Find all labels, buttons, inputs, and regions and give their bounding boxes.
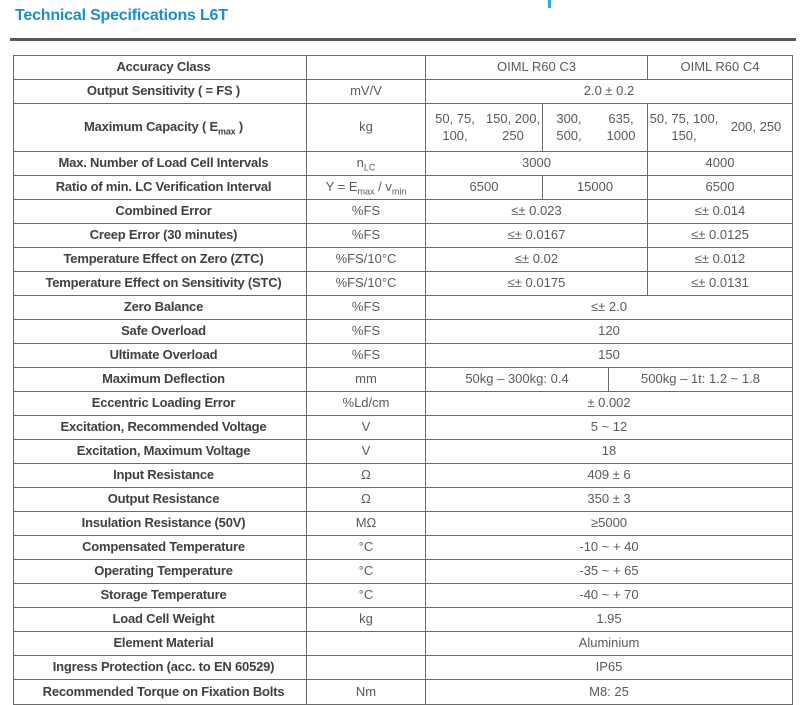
spec-row [14,320,792,344]
spec-value-cell: 6500 [426,176,543,199]
spec-label-cell: Compensated Temperature [14,536,307,559]
spec-value-cell: 3000 [426,152,648,175]
spec-label-cell: Creep Error (30 minutes) [14,224,307,247]
spec-value-cell: -40 ~ + 70 [579,587,639,603]
spec-value-cell: ≤± 0.023 [426,200,648,223]
spec-value-cell: ≤± 0.0167 [426,224,648,247]
spec-unit-cell: mV/V [307,80,426,103]
spec-row [14,152,792,176]
cropped-content-artifact [548,0,551,8]
spec-row [14,440,792,464]
spec-unit-cell: Ω [307,488,426,511]
spec-value-cell: ≤± 0.02 [426,248,648,271]
spec-row [14,272,792,296]
spec-row [14,56,792,80]
spec-value-cell: Aluminium [578,635,640,651]
spec-unit-cell: %FS [307,296,426,319]
spec-value-cell: ≤± 0.014 [694,203,746,219]
spec-unit-cell: Nm [307,680,426,704]
technical-specifications-table [13,55,793,705]
spec-row [14,680,792,704]
spec-row [14,344,792,368]
spec-row [14,608,792,632]
spec-value-cell: 50, 75, 100, 150, 200, 250 [649,111,782,143]
spec-label-cell: Temperature Effect on Zero (ZTC) [14,248,307,271]
spec-value-cell: -35 ~ + 65 [579,563,639,579]
spec-unit-cell [307,656,426,679]
spec-value-cell: OIML R60 C4 [680,59,760,75]
spec-unit-cell: V [307,416,426,439]
spec-label-cell: Load Cell Weight [14,608,307,631]
spec-label-cell: Maximum Deflection [14,368,307,391]
spec-row [14,224,792,248]
spec-label-cell: Ingress Protection (acc. to EN 60529) [14,656,307,679]
spec-value-cell: 1.95 [596,611,622,627]
spec-row [14,80,792,104]
spec-label-cell: Excitation, Recommended Voltage [14,416,307,439]
spec-row [14,368,792,392]
spec-value-cell: M8: 25 [589,683,629,699]
spec-row [14,560,792,584]
spec-unit-cell: V [307,440,426,463]
spec-value-cell: 150 [598,347,620,363]
spec-value-cell: 50, 75, 100, 150, 200, 250 [426,104,543,151]
spec-value-cell: ± 0.002 [587,395,631,411]
spec-unit-cell: °C [307,536,426,559]
spec-unit-cell: %FS [307,224,426,247]
spec-row [14,248,792,272]
spec-label-cell: Ratio of min. LC Verification Interval [14,176,307,199]
spec-value-cell: ≤± 2.0 [591,299,627,315]
spec-label-cell: Ultimate Overload [14,344,307,367]
spec-unit-cell: $Y = E_{max} / v_{min}$ [307,176,426,199]
page-title: Technical Specifications L6T [15,7,228,24]
spec-row [14,392,792,416]
spec-row [14,200,792,224]
spec-label-cell: Storage Temperature [14,584,307,607]
spec-value-cell: 4000 [705,155,735,171]
spec-value-cell: ≤± 0.0131 [691,275,749,291]
spec-label-cell: Recommended Torque on Fixation Bolts [14,680,307,704]
spec-row [14,296,792,320]
spec-label-cell: Accuracy Class [14,56,307,79]
spec-unit-cell: %FS/10°C [307,272,426,295]
spec-label-cell: Insulation Resistance (50V) [14,512,307,535]
spec-row [14,536,792,560]
spec-value-cell: 500kg – 1t: 1.2 ~ 1.8 [641,371,760,387]
spec-value-cell: 2.0 ± 0.2 [583,83,635,99]
spec-unit-cell: °C [307,584,426,607]
spec-unit-cell: %FS [307,200,426,223]
spec-label-cell: Element Material [14,632,307,655]
spec-row [14,512,792,536]
spec-row [14,416,792,440]
spec-label-cell: Safe Overload [14,320,307,343]
spec-value-cell: ≥5000 [590,515,628,531]
spec-unit-cell: Ω [307,464,426,487]
spec-row [14,176,792,200]
spec-row [14,584,792,608]
spec-value-cell: 350 ± 3 [587,491,631,507]
spec-label-cell: Temperature Effect on Sensitivity (STC) [14,272,307,295]
spec-row [14,104,792,152]
spec-value-cell: 5 ~ 12 [590,419,628,435]
spec-value-cell: ≤± 0.0175 [426,272,648,295]
spec-unit-cell: °C [307,560,426,583]
spec-value-cell: OIML R60 C3 [426,56,648,79]
spec-value-cell: 6500 [705,179,735,195]
spec-value-cell: ≤± 0.012 [694,251,746,267]
spec-label-cell: Max. Number of Load Cell Intervals [14,152,307,175]
spec-label-cell: Zero Balance [14,296,307,319]
spec-label-cell: Maximum Capacity ( $E_{max}$ ) [14,104,307,151]
spec-value-cell: 120 [598,323,620,339]
title-divider [10,38,796,41]
spec-label-cell: Combined Error [14,200,307,223]
spec-unit-cell: kg [307,608,426,631]
spec-value-cell: IP65 [595,659,623,675]
spec-row [14,632,792,656]
spec-label-cell: Output Sensitivity ( = FS ) [14,80,307,103]
spec-unit-cell [307,632,426,655]
spec-unit-cell [307,56,426,79]
spec-label-cell: Eccentric Loading Error [14,392,307,415]
spec-unit-cell: mm [307,368,426,391]
spec-value-cell: 18 [601,443,617,459]
spec-label-cell: Output Resistance [14,488,307,511]
spec-row [14,656,792,680]
spec-unit-cell: %Ld/cm [307,392,426,415]
spec-unit-cell: kg [307,104,426,151]
spec-value-cell: 409 ± 6 [587,467,631,483]
spec-row [14,488,792,512]
spec-label-cell: Excitation, Maximum Voltage [14,440,307,463]
spec-label-cell: Input Resistance [14,464,307,487]
spec-value-cell: 15000 [543,176,648,199]
spec-unit-cell: %FS [307,344,426,367]
spec-unit-cell: %FS [307,320,426,343]
spec-value-cell: ≤± 0.0125 [691,227,749,243]
spec-unit-cell: MΩ [307,512,426,535]
spec-row [14,464,792,488]
spec-value-cell: -10 ~ + 40 [579,539,639,555]
spec-value-cell: 50kg – 300kg: 0.4 [426,368,609,391]
spec-unit-cell: %FS/10°C [307,248,426,271]
spec-label-cell: Operating Temperature [14,560,307,583]
spec-unit-cell: $n_{LC}$ [307,152,426,175]
spec-value-cell: 300, 500, 635, 1000 [543,104,648,151]
